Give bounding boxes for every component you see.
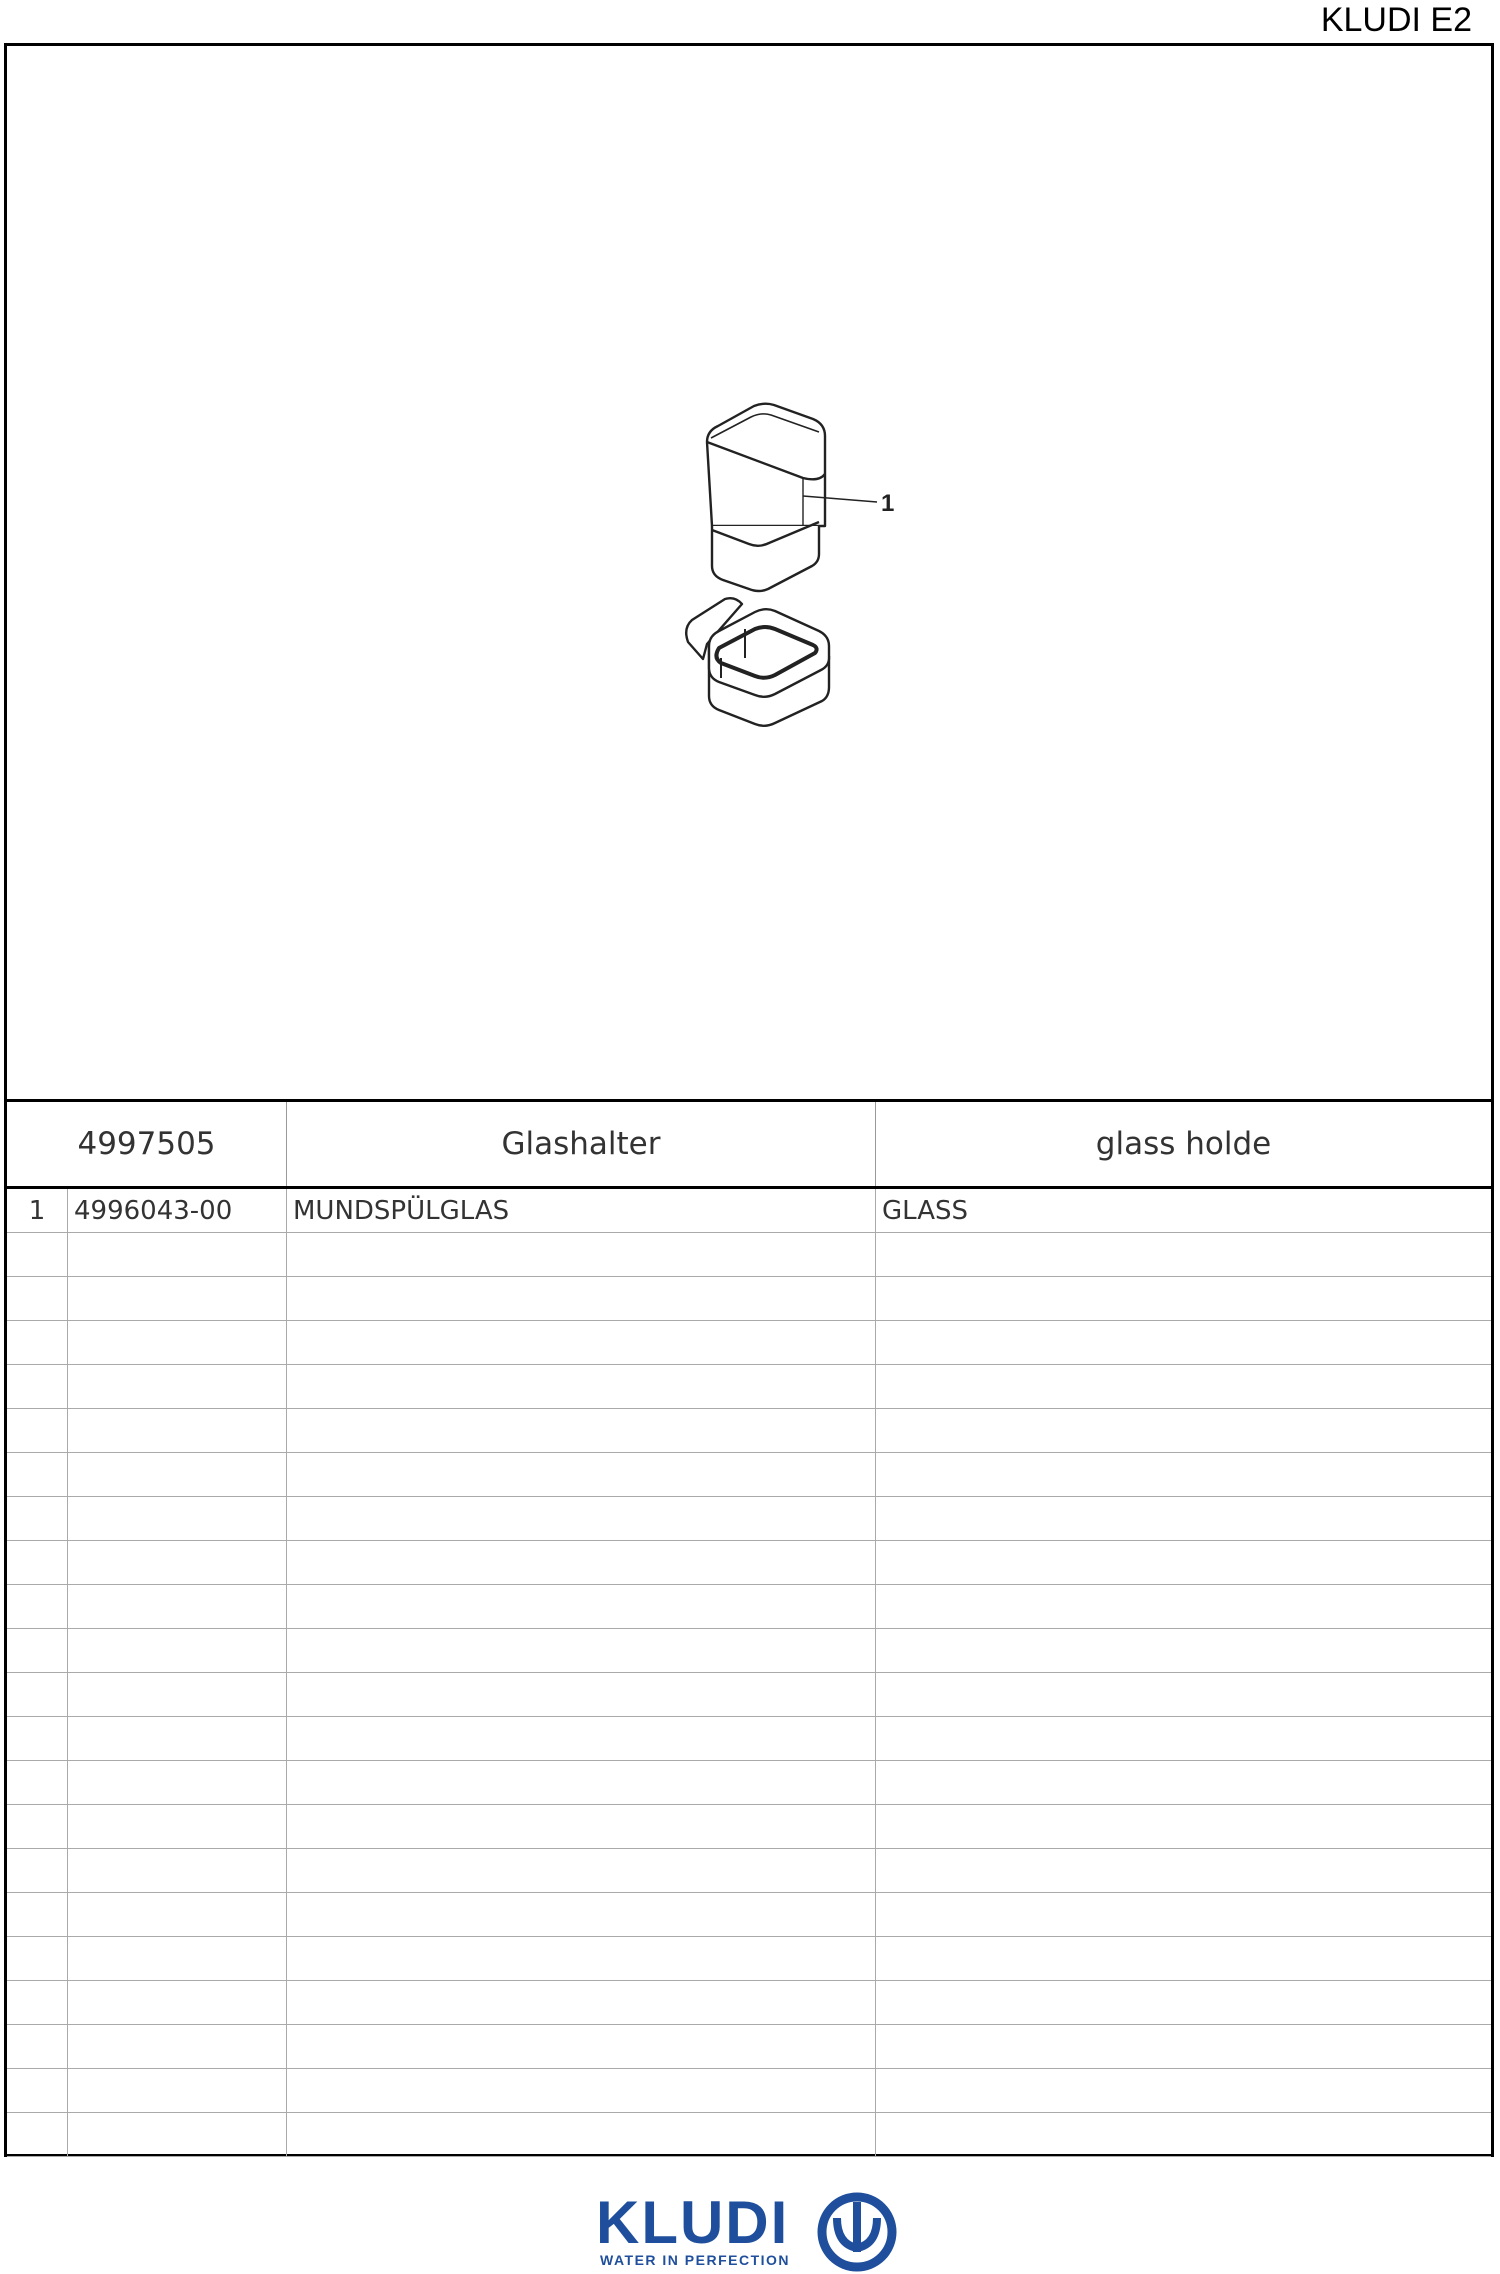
table-row [7,1761,1491,1805]
table-row [7,1409,1491,1453]
part-position [7,1893,68,1936]
part-name-de [287,1233,876,1276]
table-row [7,2113,1491,2157]
part-name-en: GLASS [882,1196,969,1226]
table-row [7,2025,1491,2069]
part-number [68,1981,287,2024]
part-position [7,1805,68,1848]
table-row [7,1673,1491,1717]
table-row [7,1849,1491,1893]
part-number: 4996043-00 [68,1189,287,1232]
part-number [68,1497,287,1540]
part-name-en [876,1409,1491,1452]
part-number [68,1453,287,1496]
part-number [68,1585,287,1628]
table-row [7,1541,1491,1585]
part-name-de [287,1673,876,1716]
part-name-de [287,2069,876,2112]
part-number [68,1233,287,1276]
part-position [7,1937,68,1980]
part-name-en [876,1981,1491,2024]
part-position [7,1761,68,1804]
part-name-en [876,1629,1491,1672]
part-position [7,1717,68,1760]
table-row [7,1365,1491,1409]
part-number [68,1893,287,1936]
part-number [68,1321,287,1364]
part-position [7,1453,68,1496]
part-number [68,1849,287,1892]
part-name-en [876,1541,1491,1584]
part-name-de [287,1937,876,1980]
water-drop-logo-icon [815,2192,899,2272]
table-row [7,1321,1491,1365]
part-name-de [287,1321,876,1364]
part-position [7,1233,68,1276]
table-row [7,1189,1491,1233]
part-position [7,1409,68,1452]
part-name-en [876,1761,1491,1804]
part-name-en [876,1321,1491,1364]
part-name-de [287,1277,876,1320]
kludi-logo [596,2189,906,2272]
part-name-en [876,1233,1491,1276]
table-row [7,1497,1491,1541]
part-position [7,1981,68,2024]
part-number [68,1409,287,1452]
part-position [7,2113,68,2156]
part-position [7,1541,68,1584]
article-header-row [7,1102,1491,1189]
part-name-de [287,1585,876,1628]
part-position [7,1497,68,1540]
exploded-view [7,46,1491,1102]
article-name-en: glass holde [1095,1126,1272,1162]
part-name-de [287,1849,876,1892]
glass-part [707,404,825,591]
callout-label: 1 [881,490,895,517]
part-name-de [287,1497,876,1540]
holder-part [686,598,829,726]
part-name-en [876,1717,1491,1760]
table-row [7,1717,1491,1761]
part-number [68,1673,287,1716]
logo-tagline: WATER IN PERFECTION [600,2252,791,2268]
part-name-en [876,1805,1491,1848]
table-row [7,1277,1491,1321]
part-number [68,1541,287,1584]
part-number [68,1365,287,1408]
part-position [7,2069,68,2112]
part-position [7,1629,68,1672]
table-row [7,1453,1491,1497]
table-row [7,1893,1491,1937]
part-position [7,1849,68,1892]
part-number [68,2069,287,2112]
part-number [68,1937,287,1980]
part-name-en [876,2069,1491,2112]
article-number: 4997505 [7,1102,287,1186]
part-name-en [876,1497,1491,1540]
part-name-de [287,1761,876,1804]
product-drawing [7,46,1491,1099]
table-row [7,1937,1491,1981]
part-position [7,1277,68,1320]
part-name-de [287,1805,876,1848]
part-name-en [876,1893,1491,1936]
part-name-de: MUNDSPÜLGLAS [287,1189,876,1232]
part-name-de [287,1453,876,1496]
part-name-de [287,2025,876,2068]
part-name-de [287,1629,876,1672]
table-row [7,2069,1491,2113]
table-row [7,1981,1491,2025]
part-position [7,2025,68,2068]
part-number [68,2025,287,2068]
part-name-de [287,1365,876,1408]
part-number [68,1629,287,1672]
parts-list [7,1189,1491,2154]
part-name-en [876,2113,1491,2156]
part-name-en [876,1453,1491,1496]
part-name-en [876,1365,1491,1408]
part-name-en [876,1585,1491,1628]
part-name-en [876,1277,1491,1320]
part-name-de [287,1409,876,1452]
part-name-de [287,1541,876,1584]
part-number [68,1805,287,1848]
table-row [7,1585,1491,1629]
part-position [7,1673,68,1716]
part-name-de [287,1893,876,1936]
part-number [68,1717,287,1760]
part-number [68,2113,287,2156]
drawing-frame [4,43,1494,2157]
document-title: KLUDI E2 [1320,1,1472,39]
part-position [7,1365,68,1408]
article-name-de: Glashalter [287,1102,876,1186]
part-number [68,1761,287,1804]
table-row [7,1805,1491,1849]
table-row [7,1629,1491,1673]
part-number [68,1277,287,1320]
part-position [7,1321,68,1364]
part-name-en [876,2025,1491,2068]
part-name-en [876,1673,1491,1716]
part-position [7,1585,68,1628]
part-position: 1 [7,1189,68,1232]
table-row [7,1233,1491,1277]
part-name-de [287,1717,876,1760]
part-name-en [876,1849,1491,1892]
part-name-de [287,1981,876,2024]
logo-wordmark: KLUDI [596,2189,790,2256]
part-name-de [287,2113,876,2156]
part-name-en [876,1937,1491,1980]
